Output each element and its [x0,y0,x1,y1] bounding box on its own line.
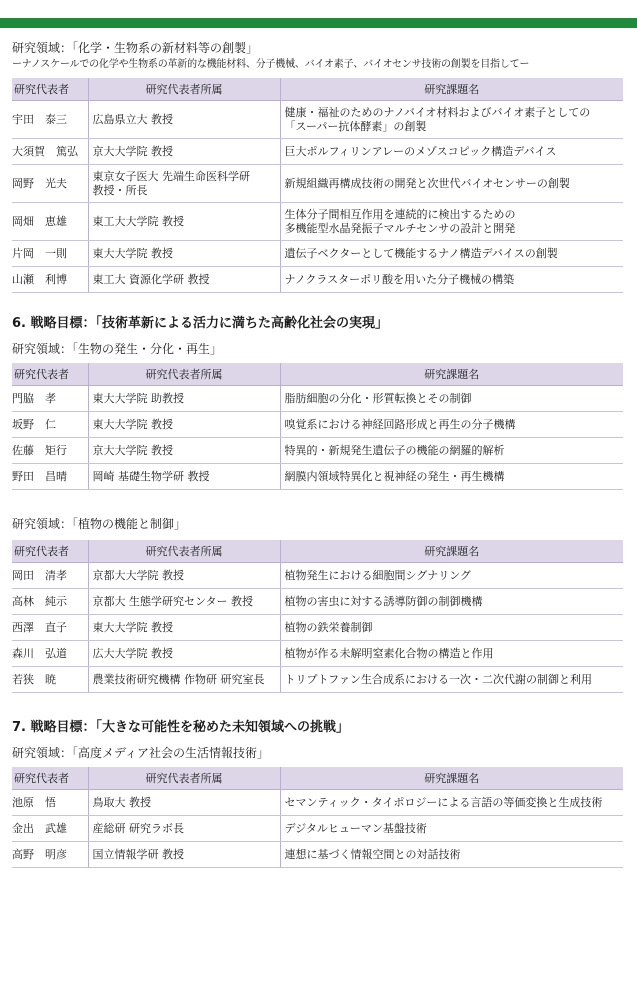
affiliation-cell [88,790,280,816]
topic-cell [280,203,623,241]
affiliation-cell-line: 東工大大学院 教授 [92,214,184,228]
topic-cell [280,139,623,165]
header-topic: 研究課題名 [280,363,623,386]
affiliation-cell-line: 京大大学院 教授 [92,443,173,457]
table-row [12,816,623,842]
topic-cell-line: 網膜内領域特異化と視神経の発生・再生機構 [284,469,505,483]
header-affiliation: 研究代表者所属 [88,767,280,790]
header-affiliation: 研究代表者所属 [88,540,280,563]
header-topic: 研究課題名 [280,540,623,563]
topic-cell [280,790,623,816]
representative-name: 高野 明彦 [12,842,88,868]
affiliation-cell [88,165,280,203]
topic-cell [280,842,623,868]
table-row [12,203,623,241]
table-row [12,464,623,490]
table-header-row [12,78,623,101]
affiliation-cell [88,203,280,241]
affiliation-cell-line: 広島県立大 教授 [92,112,173,126]
topic-cell-line: 巨大ポルフィリンアレーのメゾスコピック構造デバイス [284,144,557,158]
header-affiliation: 研究代表者所属 [88,363,280,386]
header-topic: 研究課題名 [280,78,623,101]
affiliation-cell [88,816,280,842]
affiliation-cell [88,412,280,438]
topic-cell [280,464,623,490]
affiliation-cell-line: 東工大 資源化学研 教授 [92,272,210,286]
topic-cell-line: 遺伝子ベクターとして機能するナノ構造デバイスの創製 [284,246,558,260]
affiliation-cell [88,386,280,412]
topic-cell-line: 脂肪細胞の分化・形質転換とその制御 [284,391,472,405]
table-row [12,589,623,615]
representative-name: 坂野 仁 [12,412,88,438]
table-row [12,790,623,816]
topic-cell [280,241,623,267]
header-representative: 研究代表者 [12,78,88,101]
topic-cell-line: 連想に基づく情報空間との対話技術 [284,847,461,861]
table-header-row [12,540,623,563]
affiliation-cell-line: 京大大学院 教授 [92,144,173,158]
affiliation-cell [88,438,280,464]
affiliation-cell-line: 東京女子医大 先端生命医科学研 [92,169,250,183]
table-row [12,386,623,412]
topic-cell [280,438,623,464]
area-title-media: 研究領域：「高度メディア社会の生活情報技術」 [12,746,270,760]
topic-cell-line: 嗅覚系における神経回路形成と再生の分子機構 [284,417,516,431]
table-row [12,842,623,868]
representative-name: 高林 純示 [12,589,88,615]
table-row [12,615,623,641]
table-row [12,412,623,438]
topic-cell-line: 植物の害虫に対する誘導防御の制御機構 [284,594,483,608]
representative-name: 金出 武雄 [12,816,88,842]
representative-name: 佐藤 矩行 [12,438,88,464]
topic-cell [280,412,623,438]
topic-cell [280,267,623,293]
table-row [12,667,623,693]
affiliation-cell [88,842,280,868]
affiliation-cell [88,615,280,641]
affiliation-cell-line: 東大大学院 教授 [92,246,173,260]
affiliation-cell [88,641,280,667]
table-header-row [12,363,623,386]
table-row [12,438,623,464]
topic-cell-line: デジタルヒューマン基盤技術 [284,821,427,835]
representative-name: 野田 昌晴 [12,464,88,490]
affiliation-cell-line: 教授・所長 [92,183,148,197]
table-row [12,101,623,139]
representative-name: 山瀬 利博 [12,267,88,293]
area-title-plants: 研究領域：「植物の機能と制御」 [12,517,187,531]
goal-6-title: 6. 戦略目標：「技術革新による活力に満ちた高齢化社会の実現」 [12,316,389,331]
topic-cell [280,589,623,615]
topic-cell-line: 植物発生における細胞間シグナリング [284,568,472,582]
table-row [12,139,623,165]
affiliation-cell-line: 国立情報学研 教授 [92,847,184,861]
area-subtitle-materials: ーナノスケールでの化学や生物系の革新的な機能材料、分子機械、バイオ素子、バイオセンサ技術の創製を目指してー [12,59,530,70]
affiliation-cell-line: 東大大学院 助教授 [92,391,184,405]
topic-cell-line: 健康・福祉のためのナノバイオ材料およびバイオ素子としての [284,105,591,119]
affiliation-cell [88,139,280,165]
representative-name: 門脇 孝 [12,386,88,412]
affiliation-cell-line: 鳥取大 教授 [92,795,151,809]
affiliation-cell-line: 京都大 生態学研究センター 教授 [92,594,254,608]
table-development [12,363,623,490]
topic-cell-line: トリプトファン生合成系における一次・二次代謝の制御と利用 [284,672,592,686]
topic-cell-line: ナノクラスターポリ酸を用いた分子機械の構築 [284,272,515,286]
topic-cell [280,101,623,139]
header-accent-bar [0,18,637,28]
topic-cell-line: セマンティック・タイポロジーによる言語の等価変換と生成技術 [284,795,603,809]
affiliation-cell-line: 農業技術研究機構 作物研 研究室長 [92,672,265,686]
affiliation-cell [88,464,280,490]
representative-name: 片岡 一則 [12,241,88,267]
header-affiliation: 研究代表者所属 [88,78,280,101]
table-row [12,267,623,293]
table-media [12,767,623,868]
representative-name: 若狭 暁 [12,667,88,693]
table-row [12,165,623,203]
table-header-row [12,767,623,790]
representative-name: 岡野 光夫 [12,165,88,203]
area-title-materials: 研究領域：「化学・生物系の新材料等の創製」 [12,41,259,55]
goal-7-title: 7. 戦略目標：「大きな可能性を秘めた未知領域への挑戦」 [12,720,350,735]
topic-cell-line: 新規組織再構成技術の開発と次世代バイオセンサーの創製 [284,176,570,190]
representative-name: 宇田 泰三 [12,101,88,139]
topic-cell-line: 特異的・新規発生遺伝子の機能の網羅的解析 [284,443,505,457]
table-plants [12,540,623,693]
affiliation-cell [88,589,280,615]
table-row [12,641,623,667]
topic-cell [280,563,623,589]
topic-cell [280,386,623,412]
affiliation-cell [88,101,280,139]
topic-cell [280,667,623,693]
topic-cell-line: 植物が作る未解明窒素化合物の構造と作用 [284,646,494,660]
topic-cell [280,615,623,641]
affiliation-cell-line: 広大大学院 教授 [92,646,173,660]
area-title-development: 研究領域：「生物の発生・分化・再生」 [12,342,223,356]
affiliation-cell-line: 東大大学院 教授 [92,417,173,431]
header-representative: 研究代表者 [12,767,88,790]
representative-name: 西澤 直子 [12,615,88,641]
affiliation-cell [88,267,280,293]
affiliation-cell-line: 産総研 研究ラボ長 [92,821,184,835]
table-row [12,241,623,267]
representative-name: 池原 悟 [12,790,88,816]
header-representative: 研究代表者 [12,363,88,386]
topic-cell [280,641,623,667]
affiliation-cell [88,241,280,267]
representative-name: 大須賀 篤弘 [12,139,88,165]
topic-cell [280,165,623,203]
table-materials [12,78,623,293]
affiliation-cell-line: 東大大学院 教授 [92,620,173,634]
affiliation-cell-line: 京都大大学院 教授 [92,568,184,582]
topic-cell [280,816,623,842]
affiliation-cell [88,667,280,693]
page-content [12,40,628,868]
header-representative: 研究代表者 [12,540,88,563]
topic-cell-line: 生体分子間相互作用を連続的に検出するための [284,207,516,221]
table-row [12,563,623,589]
topic-cell-line: 多機能型水晶発振子マルチセンサの設計と開発 [284,221,516,235]
affiliation-cell-line: 岡崎 基礎生物学研 教授 [92,469,210,483]
affiliation-cell [88,563,280,589]
header-topic: 研究課題名 [280,767,623,790]
topic-cell-line: 植物の鉄栄養制御 [284,620,373,634]
representative-name: 森川 弘道 [12,641,88,667]
representative-name: 岡田 清孝 [12,563,88,589]
representative-name: 岡畑 恵雄 [12,203,88,241]
topic-cell-line: 「スーパー抗体酵素」の創製 [284,119,427,133]
